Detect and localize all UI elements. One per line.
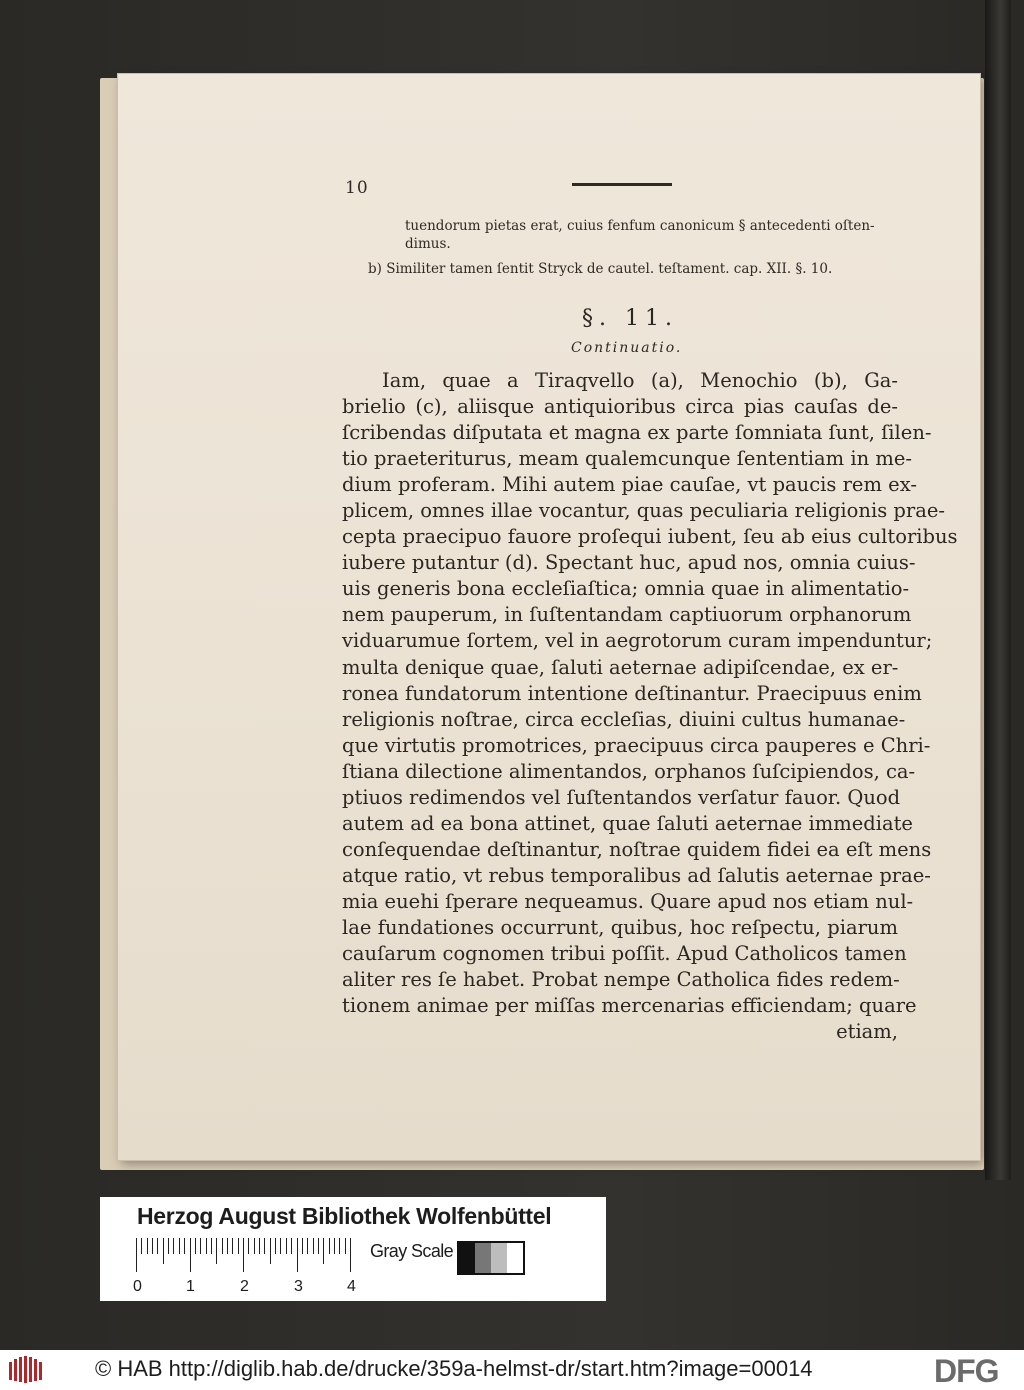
text-line: ronea fundatorum intentione deſtinantur. Praecipuus enim <box>342 681 922 705</box>
text-line: mia euehi ſperare nequeamus. Quare apud nos etiam nul- <box>342 889 914 913</box>
ruler-tick <box>200 1238 201 1254</box>
gray-patch <box>491 1243 507 1273</box>
ruler-tick <box>339 1238 340 1254</box>
ruler-tick <box>184 1238 185 1254</box>
section-title: Continuatio. <box>571 340 683 356</box>
ruler-tick <box>173 1238 174 1254</box>
scale-number: 1 <box>186 1278 195 1295</box>
dfg-logo: DFG <box>934 1353 999 1389</box>
library-logo-icon <box>8 1354 46 1386</box>
gray-scale-label: Gray Scale <box>370 1241 454 1261</box>
text-line: brielio (c), aliisque antiquioribus circa pias cauſas de- <box>342 395 898 419</box>
ruler-tick <box>216 1238 217 1264</box>
ruler-tick <box>254 1238 255 1254</box>
text-line: lae fundationes occurrunt, quibus, hoc reſpectu, piarum <box>342 915 898 939</box>
ruler-tick <box>238 1238 239 1254</box>
copyright-url[interactable]: © HAB http://diglib.hab.de/drucke/359a-helmst-dr/start.htm?image=00014 <box>95 1356 813 1381</box>
ruler-tick <box>227 1238 228 1254</box>
ruler-tick <box>345 1238 346 1254</box>
scale-number: 4 <box>347 1278 356 1295</box>
ruler-tick <box>243 1238 244 1272</box>
ruler-tick <box>318 1238 319 1254</box>
text-line: Iam, quae a Tiraqvello (a), Menochio (b), Ga- <box>382 369 898 392</box>
footnote-line: dimus. <box>405 236 451 252</box>
ruler-tick <box>323 1238 324 1264</box>
scale-ruler <box>136 1238 358 1278</box>
text-line: que virtutis promotrices, praecipuus circa pauperes e Chri- <box>342 733 931 757</box>
ruler-tick <box>259 1238 260 1254</box>
text-line: tio praeteriturus, meam qualemcunque ſententiam in me- <box>342 447 912 471</box>
gray-patch <box>507 1243 523 1273</box>
text-line: aliter res ſe habet. Probat nempe Catholica fides redem- <box>342 968 900 992</box>
text-line: dium proferam. Mihi autem piae cauſae, vt paucis rem ex- <box>342 473 917 497</box>
ruler-tick <box>297 1238 298 1272</box>
ruler-tick <box>275 1238 276 1254</box>
text-line: ptiuos redimendos vel ſuſtentandos verſatur fauor. Quod <box>342 785 901 809</box>
footnote-line: b) Similiter tamen ſentit Stryck de cautel. teſtament. cap. XII. §. 10. <box>368 261 833 277</box>
text-line: etiam, <box>836 1020 898 1044</box>
text-line: plicem, omnes illae vocantur, quas peculiaria religionis prae- <box>342 499 945 523</box>
text-line: tionem animae per miſſas mercenarias efficiendam; quare <box>342 994 917 1018</box>
footnote-line: tuendorum pietas erat, cuius fenfum canonicum § antecedenti oſten- <box>405 218 875 234</box>
gray-patch <box>475 1243 491 1273</box>
text-line: ſtiana dilectione alimentandos, orphanos ſuſcipiendos, ca- <box>342 759 916 783</box>
book-spine <box>985 0 1011 1180</box>
text-line: ſcribendas diſputata et magna ex parte ſomniata ſunt, ſilen- <box>342 421 932 445</box>
ruler-tick <box>334 1238 335 1254</box>
ruler-tick <box>206 1238 207 1254</box>
text-line: conſequendae deſtinantur, noſtrae quidem fidei ea eſt mens <box>342 837 932 861</box>
ruler-tick <box>264 1238 265 1254</box>
text-line: atque ratio, vt rebus temporalibus ad ſalutis aeternae prae- <box>342 863 931 887</box>
ruler-tick <box>147 1238 148 1254</box>
paragraph <box>342 368 958 1045</box>
ruler-tick <box>157 1238 158 1254</box>
ruler-tick <box>136 1238 137 1272</box>
ruler-tick <box>270 1238 271 1264</box>
text-line: multa denique quae, ſaluti aeternae adipiſcendae, ex er- <box>342 655 899 679</box>
text-line: viduarumue ſortem, vel in aegrotorum curam impenduntur; <box>342 629 933 653</box>
text-line: cepta praecipuo fauore proſequi iubent, ſeu ab eius cultoribus <box>342 525 958 549</box>
section-number: §. 11. <box>582 306 678 331</box>
scale-number: 3 <box>294 1278 303 1295</box>
ruler-tick <box>211 1238 212 1254</box>
ruler-tick <box>307 1238 308 1254</box>
ruler-tick <box>222 1238 223 1254</box>
ruler-tick <box>179 1238 180 1254</box>
text-line: autem ad ea bona attinet, quae ſaluti aeternae immediate <box>342 811 913 835</box>
ruler-tick <box>163 1238 164 1264</box>
ruler-tick <box>232 1238 233 1254</box>
ruler-tick <box>168 1238 169 1254</box>
ruler-tick <box>313 1238 314 1254</box>
text-line: uis generis bona eccleſiaſtica; omnia quae in alimentatio- <box>342 577 910 601</box>
ruler-tick <box>141 1238 142 1254</box>
page-number: 10 <box>345 178 369 198</box>
gray-patch <box>459 1243 475 1273</box>
scale-number: 0 <box>133 1278 142 1295</box>
ruler-tick <box>152 1238 153 1254</box>
ruler-tick <box>280 1238 281 1254</box>
header-rule <box>572 183 672 186</box>
ruler-tick <box>329 1238 330 1254</box>
library-name: Herzog August Bibliothek Wolfenbüttel <box>137 1203 552 1229</box>
text-line: iubere putantur (d). Spectant huc, apud nos, omnia cuius- <box>342 551 916 575</box>
ruler-tick <box>286 1238 287 1254</box>
ruler-tick <box>291 1238 292 1254</box>
ruler-tick <box>248 1238 249 1254</box>
scale-number: 2 <box>240 1278 249 1295</box>
text-line: nem pauperum, in ſuſtentandam captiuorum orphanorum <box>342 603 912 627</box>
text-line: religionis noſtrae, circa eccleſias, diuini cultus humanae- <box>342 707 906 731</box>
ruler-tick <box>302 1238 303 1254</box>
text-line: cauſarum cognomen tribui poſſit. Apud Catholicos tamen <box>342 942 907 966</box>
gray-scale-swatch <box>457 1241 525 1275</box>
ruler-tick <box>350 1238 351 1272</box>
ruler-tick <box>195 1238 196 1254</box>
ruler-tick <box>190 1238 191 1272</box>
